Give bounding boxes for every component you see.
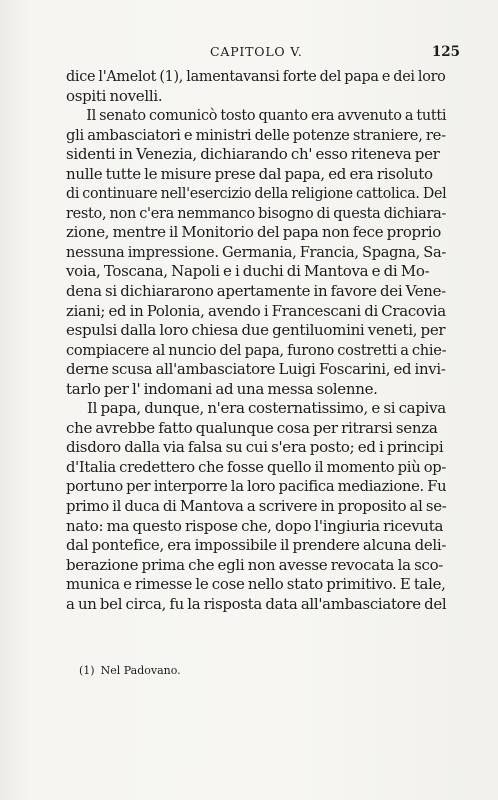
text-line: derne scusa all'ambasciatore Luigi Foscarini, ed invi- (66, 360, 446, 379)
text-line: zione, mentre il Monitorio del papa non fece proprio (66, 223, 441, 242)
text-line: Il papa, dunque, n'era costernatissimo, e si capiva (87, 399, 446, 418)
footnote-text: Nel Padovano. (100, 664, 181, 677)
text-line: a un bel circa, fu la risposta data all'ambasciatore del (66, 594, 447, 613)
text-line: Il senato comunicò tosto quanto era avvenuto a tutti (86, 106, 447, 125)
running-head (60, 44, 460, 62)
footnote-marker: (1) (79, 664, 95, 677)
text-line: nessuna impressione. Germania, Francia, Spagna, Sa- (66, 242, 447, 261)
text-line: dal pontefice, era impossibile il prendere alcuna deli- (66, 536, 447, 555)
text-line: nulle tutte le misure prese dal papa, ed era risoluto (66, 164, 433, 183)
page-number: 125 (431, 44, 460, 60)
running-title: CAPITOLO V. (210, 44, 303, 59)
text-line: di continuare nell'esercizio della religione cattolica. Del (66, 184, 447, 203)
text-line: munica e rimesse le cose nello stato primitivo. E tale, (66, 575, 446, 594)
text-line: compiacere al nuncio del papa, furono costretti a chie- (66, 340, 447, 359)
text-line: voia, Toscana, Napoli e i duchi di Mantova e di Mo- (66, 262, 430, 281)
text-line: resto, non c'era nemmanco bisogno di questa dichiara- (66, 203, 447, 222)
text-line: espulsi dalla loro chiesa due gentiluomini veneti, per (66, 321, 446, 340)
body-text (66, 67, 446, 614)
text-line: ziani; ed in Polonia, avendo i Francescani di Cracovia (66, 301, 446, 320)
text-line: d'Italia credettero che fosse quello il momento più op- (66, 457, 447, 476)
text-line: berazione prima che egli non avesse revocata la sco- (66, 555, 444, 574)
text-line: portuno per interporre la loro pacifica mediazione. Fu (66, 477, 447, 496)
text-line: tarlo per l' indomani ad una messa solenne. (66, 379, 378, 398)
footnote (79, 664, 187, 677)
text-line: dice l'Amelot (1), lamentavansi forte del papa e dei loro (66, 67, 446, 85)
text-line: ospiti novelli. (66, 86, 163, 105)
text-line: dena si dichiararono apertamente in favore dei Vene- (66, 282, 446, 301)
text-line: sidenti in Venezia, dichiarando ch' esso riteneva per (66, 145, 440, 164)
text-line: nato: ma questo rispose che, dopo l'ingiuria ricevuta (66, 516, 444, 535)
text-line: primo il duca di Mantova a scrivere in proposito al se- (66, 497, 447, 516)
text-line: disdoro dalla via falsa su cui s'era posto; ed i principi (66, 438, 444, 457)
text-line: gli ambasciatori e ministri delle potenze straniere, re- (66, 125, 446, 144)
text-line: che avrebbe fatto qualunque cosa per ritrarsi senza (66, 418, 438, 437)
